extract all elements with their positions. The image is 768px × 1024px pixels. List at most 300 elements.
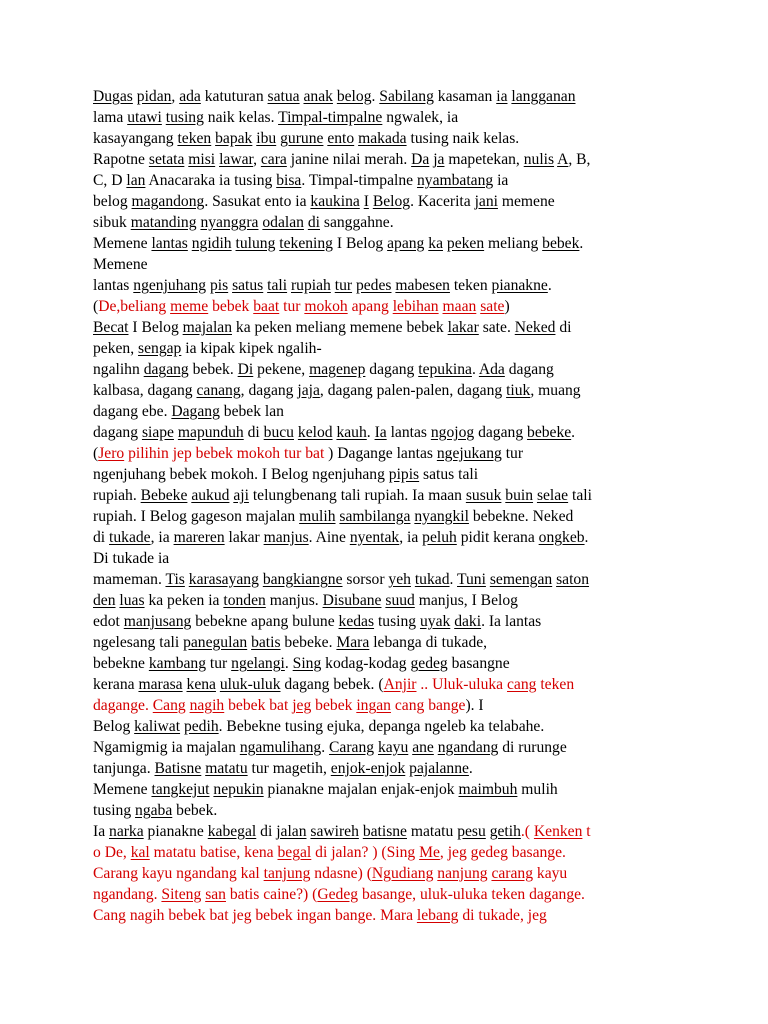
text-run: . bbox=[468, 760, 473, 777]
text-run: bebeke. bbox=[280, 634, 337, 651]
underlined-word: makada bbox=[358, 130, 407, 147]
text-run: pianakne majalan enjak-enjok bbox=[263, 781, 459, 798]
text-run: telungbenang tali rupiah. Ia maan bbox=[248, 487, 466, 504]
text-run: ) Dagange lantas bbox=[328, 445, 437, 462]
text-line bbox=[93, 86, 683, 107]
text-run: ( bbox=[93, 445, 99, 462]
text-run: di bbox=[243, 424, 264, 441]
underlined-word: gedeg bbox=[410, 655, 448, 672]
text-run: dagange. bbox=[93, 697, 153, 714]
underlined-word: setata bbox=[148, 151, 185, 168]
underlined-word: jaja bbox=[297, 382, 320, 399]
underlined-word: teken bbox=[177, 130, 212, 147]
text-line bbox=[93, 212, 683, 233]
text-run: matatu bbox=[406, 823, 458, 840]
underlined-word: lebihan bbox=[392, 298, 439, 315]
text-run: kayu bbox=[533, 865, 568, 882]
underlined-word: bucu bbox=[263, 424, 294, 441]
underlined-word: tangkejut bbox=[151, 781, 210, 798]
text-run: janine nilai merah. bbox=[286, 151, 412, 168]
text-run: bebekne. Neked bbox=[468, 508, 574, 525]
text-run: bebek. bbox=[172, 802, 218, 819]
underlined-word: tekening bbox=[279, 235, 333, 252]
text-run: ka peken ia bbox=[144, 592, 224, 609]
text-run: , ia bbox=[150, 529, 174, 546]
underlined-word: ia bbox=[496, 88, 508, 105]
underlined-word: mokoh bbox=[304, 298, 348, 315]
underlined-word: bapak bbox=[215, 130, 253, 147]
text-line bbox=[93, 800, 683, 821]
text-line bbox=[93, 695, 683, 716]
underlined-word: saton bbox=[556, 571, 590, 588]
text-run: . Timpal-timpalne bbox=[301, 172, 417, 189]
underlined-word: batis bbox=[251, 634, 281, 651]
underlined-word: batisne bbox=[362, 823, 407, 840]
text-run: Ia bbox=[93, 823, 110, 840]
underlined-word: kambang bbox=[148, 655, 207, 672]
underlined-word: lan bbox=[126, 172, 146, 189]
underlined-word: getih bbox=[489, 823, 521, 840]
text-run: ka peken meliang memene bebek bbox=[232, 319, 448, 336]
underlined-word: daki bbox=[454, 613, 482, 630]
text-run: tali bbox=[568, 487, 592, 504]
text-run: dagang bbox=[504, 361, 554, 378]
text-run: . bbox=[547, 277, 552, 294]
underlined-word: kena bbox=[186, 676, 216, 693]
underlined-word: san bbox=[205, 886, 226, 903]
underlined-word: majalan bbox=[182, 319, 232, 336]
underlined-word: kauh bbox=[336, 424, 367, 441]
text-run: belog bbox=[93, 193, 132, 210]
text-run: , dagang palen-palen, dagang bbox=[319, 382, 507, 399]
text-run: lantas bbox=[93, 277, 134, 294]
underlined-word: Gedeg bbox=[317, 886, 359, 903]
underlined-word: langganan bbox=[511, 88, 576, 105]
underlined-word: Neked bbox=[514, 319, 556, 336]
text-run: kalbasa, dagang bbox=[93, 382, 197, 399]
underlined-word: satus bbox=[232, 277, 264, 294]
text-run: memene bbox=[497, 193, 555, 210]
underlined-word: bisa bbox=[276, 172, 302, 189]
text-run: dagang bebek. ( bbox=[280, 676, 384, 693]
text-run: bebekne bbox=[93, 655, 149, 672]
underlined-word: uluk-uluk bbox=[219, 676, 281, 693]
underlined-word: ngenjuhang bbox=[133, 277, 207, 294]
text-line bbox=[93, 863, 683, 884]
underlined-word: nyanggra bbox=[200, 214, 259, 231]
underlined-word: ada bbox=[179, 88, 201, 105]
text-run: di tukade, jeg bbox=[458, 907, 547, 924]
text-line bbox=[93, 464, 683, 485]
underlined-word: karasayang bbox=[188, 571, 259, 588]
text-run: . Sasukat ento ia bbox=[204, 193, 311, 210]
text-run: tanjunga. bbox=[93, 760, 155, 777]
underlined-word: narka bbox=[109, 823, 144, 840]
underlined-word: baat bbox=[253, 298, 280, 315]
text-run: matatu batise, kena bbox=[149, 844, 278, 861]
underlined-word: belog bbox=[336, 88, 372, 105]
underlined-word: ento bbox=[327, 130, 355, 147]
text-run: . bbox=[321, 739, 330, 756]
underlined-word: Sabilang bbox=[379, 88, 434, 105]
text-run: manjus, I Belog bbox=[414, 592, 518, 609]
underlined-word: cang bbox=[507, 676, 537, 693]
underlined-word: ja bbox=[433, 151, 445, 168]
text-run: kerana bbox=[93, 676, 139, 693]
underlined-word: Dagang bbox=[171, 403, 220, 420]
underlined-word: nulis bbox=[523, 151, 555, 168]
underlined-word: pedes bbox=[355, 277, 392, 294]
text-run: t bbox=[582, 823, 591, 840]
text-line bbox=[93, 401, 683, 422]
text-run: di bbox=[256, 823, 277, 840]
underlined-word: sambilanga bbox=[339, 508, 411, 525]
underlined-word: luas bbox=[119, 592, 145, 609]
underlined-word: Timpal-timpalne bbox=[278, 109, 383, 126]
text-line bbox=[93, 842, 683, 863]
text-run: tur bbox=[501, 445, 524, 462]
underlined-word: pipis bbox=[388, 466, 420, 483]
underlined-word: kaliwat bbox=[134, 718, 181, 735]
underlined-word: sawireh bbox=[310, 823, 359, 840]
underlined-word: Tuni bbox=[457, 571, 486, 588]
underlined-word: jani bbox=[474, 193, 498, 210]
underlined-word: Cang bbox=[152, 697, 186, 714]
underlined-word: ingan bbox=[356, 697, 391, 714]
underlined-word: nepukin bbox=[213, 781, 264, 798]
underlined-word: suud bbox=[385, 592, 415, 609]
text-run: ngelesang tali bbox=[93, 634, 184, 651]
underlined-word: kayu bbox=[377, 739, 409, 756]
text-run: . bbox=[571, 424, 576, 441]
underlined-word: mabesen bbox=[395, 277, 450, 294]
text-run: .. Uluk-uluka bbox=[416, 676, 508, 693]
text-line bbox=[93, 758, 683, 779]
text-run: , B, bbox=[568, 151, 591, 168]
underlined-word: mapunduh bbox=[177, 424, 244, 441]
text-run: , bbox=[253, 151, 261, 168]
text-line bbox=[93, 611, 683, 632]
underlined-word: ngamulihang bbox=[239, 739, 322, 756]
underlined-word: nyentak bbox=[349, 529, 400, 546]
text-run: teken bbox=[536, 676, 575, 693]
text-line bbox=[93, 653, 683, 674]
underlined-word: Da bbox=[411, 151, 430, 168]
underlined-word: peken bbox=[446, 235, 485, 252]
text-run: ngenjuhang bebek mokoh. I Belog ngenjuhang bbox=[93, 466, 389, 483]
underlined-word: Ada bbox=[478, 361, 505, 378]
underlined-word: manjus bbox=[263, 529, 309, 546]
underlined-word: peluh bbox=[422, 529, 457, 546]
text-run: batis caine?) ( bbox=[225, 886, 318, 903]
text-run: basangne bbox=[447, 655, 510, 672]
underlined-word: sate bbox=[480, 298, 505, 315]
underlined-word: magandong bbox=[131, 193, 205, 210]
text-run: tusing bbox=[93, 802, 136, 819]
text-run: . bbox=[579, 235, 584, 252]
underlined-word: pesu bbox=[457, 823, 486, 840]
underlined-word: ngidih bbox=[191, 235, 232, 252]
underlined-word: Dugas bbox=[93, 88, 133, 105]
text-run: ia kipak kipek ngalih- bbox=[181, 340, 322, 357]
text-run: bebek lan bbox=[219, 403, 284, 420]
text-run: ). I bbox=[465, 697, 484, 714]
text-run: edot bbox=[93, 613, 124, 630]
underlined-word: magenep bbox=[309, 361, 366, 378]
underlined-word: panegulan bbox=[183, 634, 248, 651]
text-line bbox=[93, 569, 683, 590]
underlined-word: lantas bbox=[151, 235, 188, 252]
text-line bbox=[93, 443, 683, 464]
underlined-word: carang bbox=[491, 865, 534, 882]
underlined-word: tali bbox=[267, 277, 288, 294]
text-run: , bbox=[171, 88, 180, 105]
underlined-word: misi bbox=[188, 151, 216, 168]
underlined-word: kedas bbox=[338, 613, 375, 630]
underlined-word: Jero bbox=[98, 445, 125, 462]
text-run: ) bbox=[504, 298, 510, 315]
text-run: Memene bbox=[93, 781, 152, 798]
text-run: rupiah. I Belog gageson majalan bbox=[93, 508, 300, 525]
underlined-word: tusing bbox=[165, 109, 204, 126]
underlined-word: tukade bbox=[109, 529, 151, 546]
text-line bbox=[93, 296, 683, 317]
text-line bbox=[93, 485, 683, 506]
underlined-word: Di bbox=[237, 361, 254, 378]
text-run: pianakne bbox=[143, 823, 208, 840]
text-run: bebek bbox=[311, 697, 357, 714]
text-run: sanggahne. bbox=[320, 214, 394, 231]
text-line bbox=[93, 821, 683, 842]
underlined-word: Kenken bbox=[533, 823, 583, 840]
underlined-word: pis bbox=[209, 277, 229, 294]
text-run: tusing naik kelas. bbox=[406, 130, 520, 147]
text-run: tusing bbox=[374, 613, 420, 630]
underlined-word: anak bbox=[303, 88, 333, 105]
underlined-word: nyambatang bbox=[416, 172, 494, 189]
text-line bbox=[93, 632, 683, 653]
underlined-word: tiuk bbox=[506, 382, 531, 399]
text-run: lantas bbox=[386, 424, 431, 441]
underlined-word: Batisne bbox=[154, 760, 202, 777]
text-run: bebekne apang bulune bbox=[191, 613, 339, 630]
underlined-word: I bbox=[363, 193, 369, 210]
text-run: mameman. bbox=[93, 571, 166, 588]
text-run: . Aine bbox=[308, 529, 350, 546]
underlined-word: lawar bbox=[219, 151, 254, 168]
text-line bbox=[93, 275, 683, 296]
text-run: di jalan? ) (Sing bbox=[311, 844, 420, 861]
text-run: pekene, bbox=[253, 361, 310, 378]
text-run: dagang bbox=[365, 361, 419, 378]
text-line bbox=[93, 317, 683, 338]
underlined-word: cara bbox=[260, 151, 287, 168]
text-run: , dagang bbox=[240, 382, 298, 399]
underlined-word: Siteng bbox=[161, 886, 202, 903]
text-line bbox=[93, 884, 683, 905]
underlined-word: tonden bbox=[223, 592, 266, 609]
underlined-word: yeh bbox=[388, 571, 411, 588]
text-run: Memene bbox=[93, 235, 152, 252]
text-run: di bbox=[555, 319, 572, 336]
underlined-word: mulih bbox=[299, 508, 336, 525]
text-run: Carang kayu ngandang kal bbox=[93, 865, 264, 882]
text-line bbox=[93, 170, 683, 191]
text-run: di bbox=[93, 529, 110, 546]
underlined-word: Tis bbox=[165, 571, 185, 588]
underlined-word: ngojog bbox=[430, 424, 475, 441]
underlined-word: rupiah bbox=[290, 277, 331, 294]
text-run: Memene bbox=[93, 256, 148, 273]
underlined-word: bebeke bbox=[527, 424, 572, 441]
text-run: Anacaraka ia tusing bbox=[145, 172, 277, 189]
text-line bbox=[93, 233, 683, 254]
underlined-word: aji bbox=[233, 487, 249, 504]
underlined-word: gurune bbox=[280, 130, 324, 147]
underlined-word: enjok-enjok bbox=[330, 760, 406, 777]
text-line bbox=[93, 590, 683, 611]
underlined-word: kabegal bbox=[207, 823, 257, 840]
text-run: Cang nagih bebek bat jeg bebek ingan bange. Mara bbox=[93, 907, 417, 924]
underlined-word: tur bbox=[334, 277, 353, 294]
underlined-word: ngejukang bbox=[436, 445, 502, 462]
underlined-word: odalan bbox=[262, 214, 304, 231]
underlined-word: apang bbox=[387, 235, 425, 252]
text-run: manjus. bbox=[265, 592, 323, 609]
text-run: kasaman bbox=[433, 88, 497, 105]
text-run: dagang bbox=[474, 424, 528, 441]
underlined-word: bebek bbox=[542, 235, 580, 252]
text-run: pidit kerana bbox=[456, 529, 539, 546]
text-line bbox=[93, 716, 683, 737]
underlined-word: sengap bbox=[138, 340, 182, 357]
underlined-word: Disubane bbox=[322, 592, 382, 609]
underlined-word: dagang bbox=[143, 361, 189, 378]
text-run: ia bbox=[493, 172, 509, 189]
underlined-word: uyak bbox=[419, 613, 451, 630]
underlined-word: tepukina bbox=[418, 361, 472, 378]
underlined-word: pidan bbox=[136, 88, 172, 105]
text-run: .( bbox=[520, 823, 534, 840]
text-run: I Belog bbox=[332, 235, 388, 252]
text-line bbox=[93, 905, 683, 926]
text-run: tur magetih, bbox=[247, 760, 331, 777]
text-line bbox=[93, 548, 683, 569]
text-run: , jeg gedeg basange. bbox=[439, 844, 566, 861]
underlined-word: tukad bbox=[414, 571, 450, 588]
text-run: . bbox=[449, 571, 458, 588]
text-run: . bbox=[584, 529, 589, 546]
underlined-word: aukud bbox=[191, 487, 230, 504]
text-run: lakar bbox=[224, 529, 264, 546]
text-run: . Bebekne tusing ejuka, depanga ngeleb ka telabahe. bbox=[218, 718, 545, 735]
underlined-word: semengan bbox=[489, 571, 553, 588]
text-line bbox=[93, 380, 683, 401]
underlined-word: matanding bbox=[130, 214, 197, 231]
text-run: mapetekan, bbox=[444, 151, 524, 168]
underlined-word: maimbuh bbox=[458, 781, 518, 798]
text-run: di rurunge bbox=[498, 739, 567, 756]
text-run: kasayangang bbox=[93, 130, 178, 147]
text-run: tur bbox=[206, 655, 232, 672]
text-run: ( bbox=[93, 298, 99, 315]
text-run: kodag-kodag bbox=[321, 655, 411, 672]
underlined-word: Me bbox=[419, 844, 440, 861]
text-line bbox=[93, 149, 683, 170]
underlined-word: ngandang bbox=[437, 739, 499, 756]
underlined-word: jeg bbox=[292, 697, 312, 714]
text-line bbox=[93, 422, 683, 443]
underlined-word: marasa bbox=[138, 676, 183, 693]
underlined-word: selae bbox=[536, 487, 569, 504]
text-run: Di tukade ia bbox=[93, 550, 170, 567]
text-run: ngwalek, ia bbox=[382, 109, 459, 126]
text-run: ngalihn bbox=[93, 361, 144, 378]
underlined-word: ngelangi bbox=[231, 655, 285, 672]
text-run: katuturan bbox=[200, 88, 268, 105]
underlined-word: kelod bbox=[297, 424, 333, 441]
text-run: basange, uluk-uluka teken dagange. bbox=[358, 886, 585, 903]
text-run: . Kacerita bbox=[410, 193, 475, 210]
underlined-word: kaukina bbox=[310, 193, 360, 210]
text-line bbox=[93, 128, 683, 149]
text-run: sate. bbox=[478, 319, 515, 336]
text-run: Ngamigmig ia majalan bbox=[93, 739, 240, 756]
underlined-word: siape bbox=[141, 424, 174, 441]
underlined-word: matatu bbox=[205, 760, 248, 777]
text-run: Belog bbox=[93, 718, 135, 735]
underlined-word: ane bbox=[412, 739, 434, 756]
text-run: peken, bbox=[93, 340, 139, 357]
text-run: . bbox=[284, 655, 293, 672]
underlined-word: ibu bbox=[256, 130, 277, 147]
underlined-word: canang bbox=[196, 382, 241, 399]
text-run: bebek. bbox=[188, 361, 238, 378]
text-run: . bbox=[366, 424, 375, 441]
text-line bbox=[93, 737, 683, 758]
text-run: meliang bbox=[484, 235, 543, 252]
text-run: bebek bat bbox=[224, 697, 293, 714]
text-run: bebek bbox=[208, 298, 254, 315]
underlined-word: ongkeb bbox=[538, 529, 585, 546]
text-run: teken bbox=[449, 277, 492, 294]
underlined-word: pianakne bbox=[491, 277, 548, 294]
text-line bbox=[93, 674, 683, 695]
underlined-word: utawi bbox=[127, 109, 162, 126]
text-run: dagang ebe. bbox=[93, 403, 172, 420]
text-run: . Ia lantas bbox=[481, 613, 542, 630]
text-run: pilihin jep bebek mokoh tur bat bbox=[124, 445, 329, 462]
underlined-word: Mara bbox=[336, 634, 370, 651]
underlined-word: tulung bbox=[235, 235, 276, 252]
text-line bbox=[93, 338, 683, 359]
underlined-word: Becat bbox=[93, 319, 129, 336]
underlined-word: Carang bbox=[329, 739, 375, 756]
text-run: . bbox=[371, 88, 380, 105]
text-run: , ia bbox=[399, 529, 423, 546]
underlined-word: di bbox=[307, 214, 320, 231]
text-run: o De, bbox=[93, 844, 131, 861]
underlined-word: Bebeke bbox=[140, 487, 188, 504]
text-run: I Belog bbox=[128, 319, 183, 336]
underlined-word: tanjung bbox=[263, 865, 311, 882]
underlined-word: pedih bbox=[183, 718, 219, 735]
underlined-word: den bbox=[93, 592, 116, 609]
text-line bbox=[93, 359, 683, 380]
underlined-word: A bbox=[557, 151, 569, 168]
text-run: dagang bbox=[93, 424, 142, 441]
text-run: De,beliang bbox=[98, 298, 171, 315]
